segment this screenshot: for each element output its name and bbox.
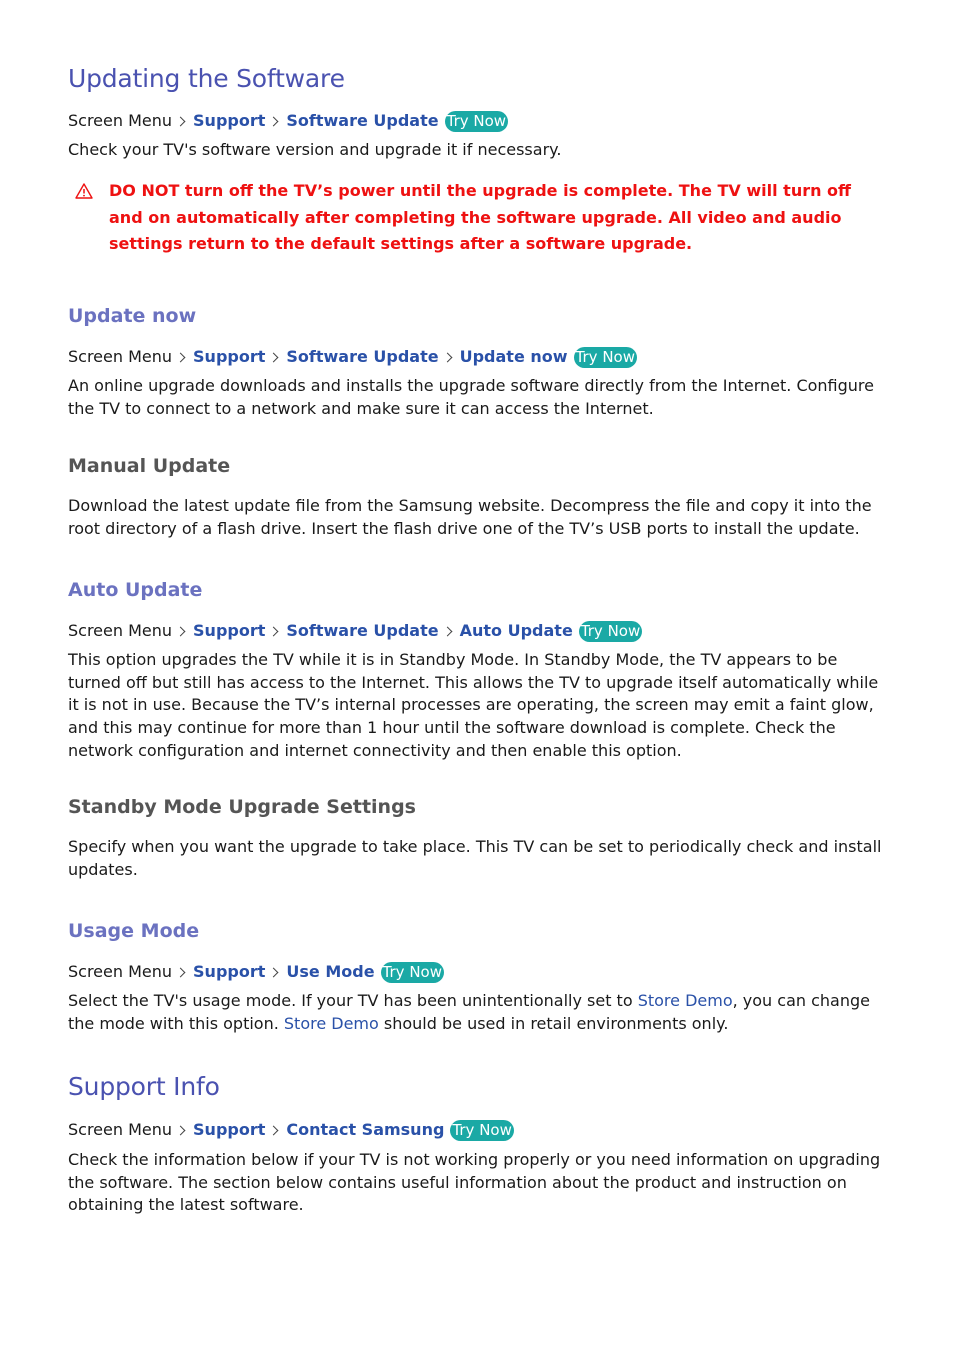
menu-path-item-use-mode[interactable]: Use Mode xyxy=(286,962,375,981)
section-description xyxy=(68,990,886,1035)
menu-path-item-support[interactable]: Support xyxy=(193,1120,266,1139)
try-now-button[interactable]: Try Now xyxy=(575,347,635,366)
section-title-updating-software: Updating the Software xyxy=(68,64,345,93)
menu-path-item-update-now[interactable]: Update now xyxy=(459,347,568,366)
menu-path-item-software-update[interactable]: Software Update xyxy=(286,347,439,366)
menu-path-item-contact-samsung[interactable]: Contact Samsung xyxy=(286,1120,445,1139)
chevron-right-icon xyxy=(269,352,279,362)
warning-icon xyxy=(75,183,93,199)
chevron-right-icon xyxy=(176,626,186,636)
subsection-title-update-now: Update now xyxy=(68,305,197,327)
chevron-right-icon xyxy=(176,967,186,977)
chevron-right-icon xyxy=(176,352,186,362)
menu-path xyxy=(68,961,444,983)
warning-text: DO NOT turn off the TV’s power until the upgrade is complete. The TV will turn off and on automatically after completing the software upgrade. All video and audio settings return to the default settings after a software upgrade. xyxy=(109,181,852,253)
menu-path-item-support[interactable]: Support xyxy=(193,347,266,366)
section-description: Specify when you want the upgrade to take place. This TV can be set to periodically check and install updates. xyxy=(68,837,882,879)
subsection-title-auto-update: Auto Update xyxy=(68,579,203,601)
section-description: An online upgrade downloads and installs the upgrade software directly from the Internet. Configure the TV to connect to a network and make sure it can access the Internet. xyxy=(68,376,874,418)
menu-path-item-support[interactable]: Support xyxy=(193,621,266,640)
menu-path-root: Screen Menu xyxy=(68,1120,173,1139)
store-demo-link: Store Demo xyxy=(283,1013,379,1033)
description-text: , you can change the mode with this option. xyxy=(68,991,870,1033)
try-now-button[interactable]: Try Now xyxy=(452,1120,512,1139)
menu-path-item-support[interactable]: Support xyxy=(193,111,266,130)
subsection-title-usage-mode: Usage Mode xyxy=(68,920,200,942)
menu-path-item-support[interactable]: Support xyxy=(193,962,266,981)
section-description: Check the information below if your TV is not working properly or you need information on upgrading the software. The section below contains useful information about the product and instruction on obtaining the latest software. xyxy=(68,1150,881,1215)
menu-path-item-software-update[interactable]: Software Update xyxy=(286,111,439,130)
chevron-right-icon xyxy=(269,626,279,636)
menu-path-root: Screen Menu xyxy=(68,111,173,130)
chevron-right-icon xyxy=(442,352,452,362)
chevron-right-icon xyxy=(269,967,279,977)
chevron-right-icon xyxy=(176,116,186,126)
menu-path-item-auto-update[interactable]: Auto Update xyxy=(459,621,573,640)
try-now-button[interactable]: Try Now xyxy=(446,111,507,130)
subsection-title-standby-settings: Standby Mode Upgrade Settings xyxy=(68,796,416,818)
menu-path-root: Screen Menu xyxy=(68,962,173,981)
try-now-button[interactable]: Try Now xyxy=(580,621,641,640)
section-title-support-info: Support Info xyxy=(68,1072,220,1101)
section-description: Download the latest update file from the Samsung website. Decompress the file and copy it into the root directory of a flash drive. Insert the flash drive one of the TV’s USB ports to install the update. xyxy=(68,496,872,538)
description-text: Select the TV's usage mode. If your TV has been unintentionally set to xyxy=(68,991,638,1010)
chevron-right-icon xyxy=(176,1125,186,1135)
subsection-title-manual-update: Manual Update xyxy=(68,455,231,477)
try-now-button[interactable]: Try Now xyxy=(382,962,442,981)
section-description: This option upgrades the TV while it is in Standby Mode. In Standby Mode, the TV appears to be turned off but still has access to the Internet. This allows the TV to upgrade itself automatically while it is not in use. Because the TV’s internal processes are operating, the screen may emit a faint glow, and this may continue for more than 1 hour until the software download is complete. Check the network configuration and internet connectivity and then enable this option. xyxy=(68,650,879,760)
menu-path xyxy=(68,110,508,132)
menu-path xyxy=(68,1119,514,1141)
menu-path-item-software-update[interactable]: Software Update xyxy=(286,621,439,640)
menu-path xyxy=(68,346,637,368)
chevron-right-icon xyxy=(269,116,279,126)
description-text: should be used in retail environments only. xyxy=(378,1013,729,1033)
menu-path-root: Screen Menu xyxy=(68,347,173,366)
chevron-right-icon xyxy=(442,626,452,636)
chevron-right-icon xyxy=(269,1125,279,1135)
section-description: Check your TV's software version and upgrade it if necessary. xyxy=(68,140,562,159)
store-demo-link: Store Demo xyxy=(637,991,733,1010)
menu-path xyxy=(68,620,642,642)
menu-path-root: Screen Menu xyxy=(68,621,173,640)
